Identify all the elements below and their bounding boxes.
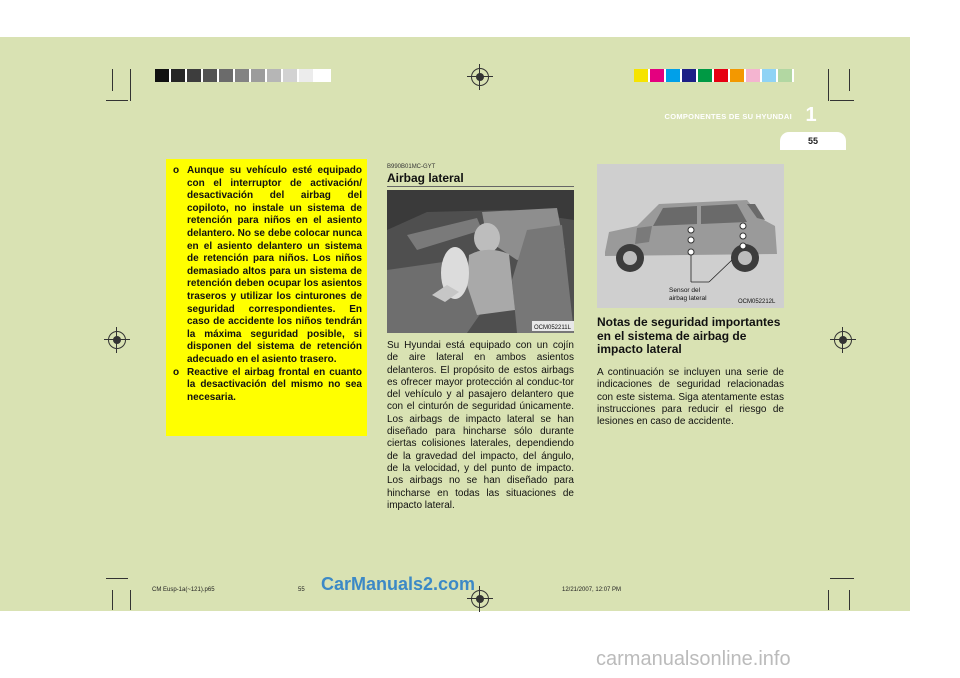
color-swatch (746, 69, 762, 82)
color-swatch (283, 69, 299, 82)
diagram-code-label: OCM052212L (738, 299, 776, 305)
page-number: 55 (807, 136, 818, 146)
title-rule (387, 186, 574, 187)
warning-item: o Aunque su vehículo esté equipado con el interruptor de activación/ desactivación del airbag del copiloto, no instale un sistema de retención para niños en el asiento delantero. No se debe colocar nunca en el asiento delantero un sistema de retención para niños. Los niños demasiado altos para un sistema de retención deben ocupar los asientos traseros y utilizar los cinturones de seguridad correspondientes. En caso de accidente los niños tendrán la máxima seguridad posible, si disponen del sistema de retención adecuado en el asiento trasero. (173, 165, 362, 365)
chapter-title: COMPONENTES DE SU HYUNDAI (664, 112, 792, 121)
section-body (387, 340, 574, 512)
color-swatch (155, 69, 171, 82)
side-airbag-photo (387, 190, 574, 333)
color-swatch (730, 69, 746, 82)
safety-notes-body (597, 367, 784, 428)
color-swatch (714, 69, 730, 82)
process-color-bar (634, 69, 794, 82)
chapter-number: 1 (805, 104, 817, 126)
color-swatch (762, 69, 778, 82)
registration-mark-icon (834, 331, 852, 349)
color-swatch (187, 69, 203, 82)
color-swatch (267, 69, 283, 82)
color-swatch (682, 69, 698, 82)
body-paragraph: Su Hyundai está equipado con un cojín de aire lateral en ambos asientos delanteros. El propósito de estos airbags es ofrecer mayor protección al conduc-tor del vehículo y al pasajero delantero que con el cinturón de seguridad únicamente. Los airbags de impacto lateral se han diseñado para hincharse sólo durante ciertas colisiones laterales, dependiendo de la gravedad del impacto, del ángulo, de la velocidad, y del punto de impacto. Los airbags no se han diseñado para hincharse en todas las situaciones de impacto lateral. (387, 340, 574, 511)
safety-notes-title: Notas de seguridad importantes en el sistema de airbag de impacto lateral (597, 315, 781, 356)
color-swatch (251, 69, 267, 82)
body-paragraph: A continuación se incluyen una serie de indicaciones de seguridad relacionadas con este sistema. Siga atentamente estas instrucciones para reducir el riesgo de lesiones en caso de accidente. (597, 367, 784, 428)
color-swatch (219, 69, 235, 82)
color-swatch (315, 69, 331, 82)
grayscale-color-bar (155, 69, 331, 82)
sensor-label-line2: airbag lateral (669, 295, 707, 302)
color-swatch (650, 69, 666, 82)
section-title: Airbag lateral (387, 171, 464, 185)
color-swatch (203, 69, 219, 82)
watermark-text: carmanualsonline.info (596, 648, 791, 670)
color-swatch (299, 69, 315, 82)
registration-mark-icon (108, 331, 126, 349)
color-swatch (698, 69, 714, 82)
color-swatch (634, 69, 650, 82)
footer-page: 55 (298, 587, 305, 593)
section-code: B990B01MC-GYT (387, 164, 436, 170)
warning-item: o Reactive el airbag frontal en cuanto la desactivación del mismo no sea necesaria. (173, 366, 362, 403)
photo-code-label: OCM052211L (534, 325, 571, 331)
color-swatch (235, 69, 251, 82)
color-swatch (778, 69, 794, 82)
color-swatch (666, 69, 682, 82)
footer-datetime: 12/21/2007, 12:07 PM (562, 587, 622, 593)
watermark-logo[interactable]: CarManuals2.com (321, 574, 476, 594)
registration-mark-icon (471, 68, 489, 86)
warning-box (166, 159, 367, 436)
sensor-label-line1: Sensor del (669, 287, 701, 294)
color-swatch (171, 69, 187, 82)
footer-file: CM Eusp-1a(~121).p65 (152, 587, 215, 593)
vehicle-sensor-diagram (597, 164, 784, 308)
